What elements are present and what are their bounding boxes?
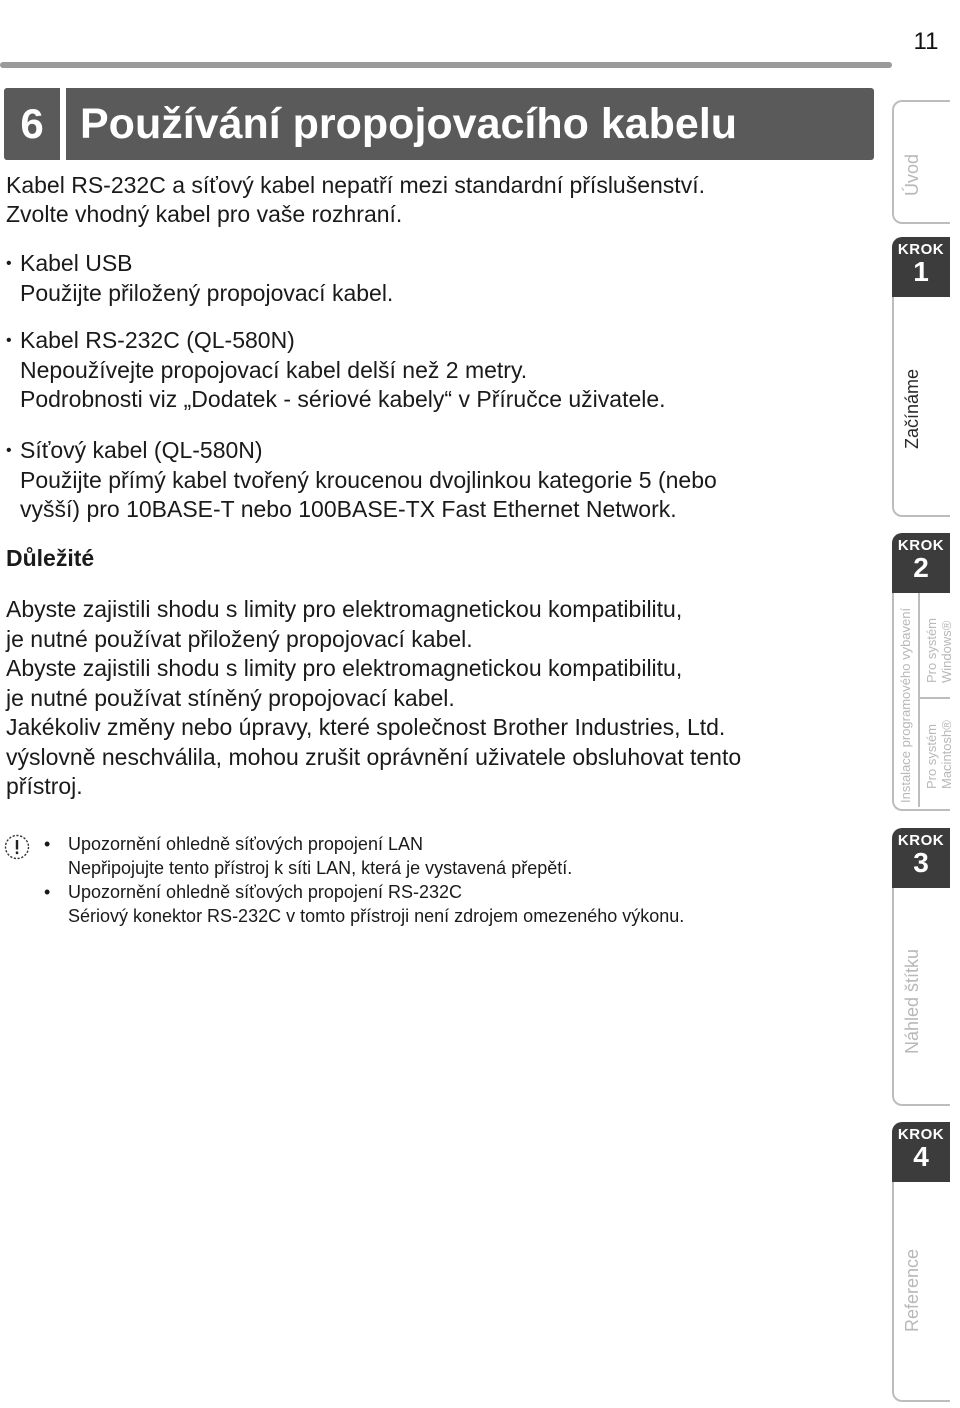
tab-krok-4-body[interactable] [892,1182,950,1402]
tab-krok-1-label: Začínáme [902,368,922,449]
bullet-network-text-1: Použijte přímý kabel tvořený kroucenou dvojlinkou kategorie 5 (nebo [20,466,717,493]
bullet-dot: • [44,882,51,902]
intro-line-2: Zvolte vhodný kabel pro vaše rozhraní. [6,201,403,227]
tab-krok-3-label: Náhled štítku [902,948,922,1054]
tab-krok-2[interactable] [892,533,950,593]
tab-krok-4[interactable] [892,1122,950,1182]
krok-label: KROK [897,537,945,554]
important-line: Abyste zajistili shodu s limity pro elektromagnetickou kompatibilitu, [6,655,683,681]
important-line: výslovně neschválila, mohou zrušit oprávnění uživatele obsluhovat tento [6,743,742,770]
note-rs232c-title: Upozornění ohledně síťových propojení RS-232C [68,882,462,902]
krok-label: KROK [897,1126,945,1143]
side-navigation [888,0,960,1408]
bullet-usb-text: Použijte přiložený propojovací kabel. [20,279,394,306]
note-item-rs232c [44,880,685,928]
bullet-rs232c-text-2: Podrobnosti viz „Dodatek - sériové kabely“ v Příručce uživatele. [20,386,666,412]
bullet-network-title: Síťový kabel (QL-580N) [20,437,263,463]
bullet-rs232c-text-1: Nepoužívejte propojovací kabel delší než 2 metry. [20,356,528,383]
important-line: přístroj. [6,773,83,799]
bullet-dot: • [6,332,12,349]
tab-krok-3-body[interactable] [892,888,950,1106]
intro-line-1: Kabel RS-232C a síťový kabel nepatří mezi standardní příslušenství. [6,172,705,198]
tab-krok-2-body[interactable] [892,593,954,811]
important-heading: Důležité [6,545,95,571]
bullet-rs232c-title: Kabel RS-232C (QL-580N) [20,327,295,353]
bullet-dot: • [44,834,51,854]
chapter-title: Používání propojovacího kabelu [66,88,874,160]
note-lan-text: Nepřipojujte tento přístroj k síti LAN, která je vystavená přepětí. [68,858,573,878]
important-line: je nutné používat stíněný propojovací kabel. [6,684,455,711]
note-lan-title: Upozornění ohledně síťových propojení LAN [68,834,423,854]
important-line: Abyste zajistili shodu s limity pro elektromagnetickou kompatibilitu, [6,596,683,622]
bullet-usb [6,249,394,308]
tab-uvod[interactable] [892,100,950,224]
krok-number: 2 [913,552,929,583]
krok-label: KROK [897,241,945,258]
bullet-usb-title: Kabel USB [20,250,133,276]
tab-krok-1-body[interactable] [892,297,950,517]
krok-number: 4 [913,1141,929,1172]
divider [918,593,920,807]
krok-number: 1 [913,256,929,287]
tab-krok-4-label: Reference [902,1248,922,1332]
note-item-lan [44,832,573,880]
warning-icon [4,834,30,860]
top-rule [0,62,892,68]
note-rs232c-text: Sériový konektor RS-232C v tomto přístroji není zdrojem omezeného výkonu. [68,906,685,926]
tab-krok-2-mac: Pro systém Macintosh® [924,720,954,789]
bullet-network-text-2: vyšší) pro 10BASE-T nebo 100BASE-TX Fast Ethernet Network. [20,496,677,522]
bullet-dot: • [6,255,12,272]
bullet-dot: • [6,442,12,459]
bullet-rs232c [6,326,666,415]
important-line: Jakékoliv změny nebo úpravy, které společnost Brother Industries, Ltd. [6,714,726,740]
krok-number: 3 [913,847,929,878]
bullet-network [6,436,717,525]
page-number: 11 [913,28,939,55]
tab-krok-1[interactable] [892,237,950,297]
krok-label: KROK [897,832,945,849]
important-line: je nutné používat přiložený propojovací kabel. [6,625,473,652]
tab-uvod-label: Úvod [902,153,922,196]
chapter-number: 6 [4,88,60,160]
tab-krok-3[interactable] [892,828,950,888]
important-text [6,595,741,802]
tab-krok-2-label: Instalace programového vybavení [898,607,913,803]
tab-krok-2-windows: Pro systém Windows® [924,617,954,683]
